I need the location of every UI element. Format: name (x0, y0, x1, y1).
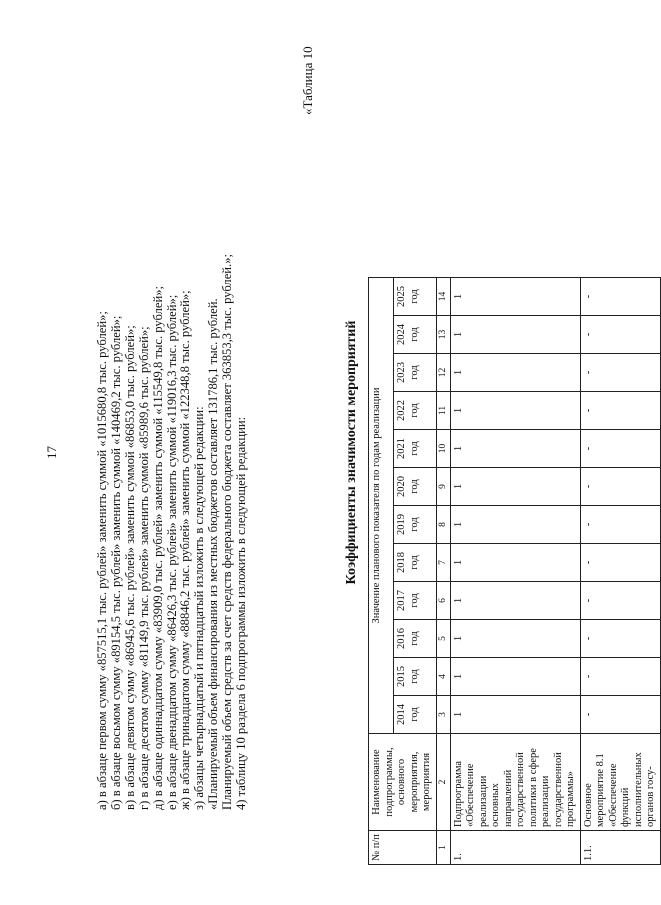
table-row (580, 278, 660, 865)
header-year: 2015 год (394, 658, 436, 696)
index-cell: 10 (436, 430, 450, 468)
index-cell: 2 (436, 734, 450, 831)
row-value: - (580, 468, 660, 506)
table-number-label: «Таблица 10 (300, 46, 315, 115)
row-value: - (580, 430, 660, 468)
row-value: - (580, 582, 660, 620)
row-value: - (580, 278, 660, 316)
index-cell: 14 (436, 278, 450, 316)
significance-table (368, 277, 661, 865)
row-value: 1 (450, 316, 580, 354)
header-year: 2016 год (394, 620, 436, 658)
index-cell: 1 (436, 831, 450, 865)
header-year: 2020 год (394, 468, 436, 506)
index-cell: 6 (436, 582, 450, 620)
page-number: 17 (44, 446, 59, 459)
text-line: «Планируемый объем финансирования из местных бюджетов составляет 131786,1 тыс. рублей. (206, 298, 221, 810)
index-cell: 5 (436, 620, 450, 658)
table-row (450, 278, 580, 865)
index-cell: 13 (436, 316, 450, 354)
header-year: 2017 год (394, 582, 436, 620)
text-line: д) в абзаце одиннадцатом сумму «83909,0 тыс. рублей» заменить суммой «115549,8 тыс. рублей»; (150, 285, 165, 810)
header-year: 2019 год (394, 506, 436, 544)
header-year: 2018 год (394, 544, 436, 582)
row-value: 1 (450, 582, 580, 620)
row-value: - (580, 620, 660, 658)
row-value: 1 (450, 658, 580, 696)
index-cell: 9 (436, 468, 450, 506)
table-title: Коэффициенты значимости мероприятий (344, 320, 359, 585)
index-cell: 7 (436, 544, 450, 582)
text-line: Планируемый объем средств за счет средств федерального бюджета составляет 363853,3 тыс. рублей.»; (220, 254, 235, 810)
row-value: - (580, 354, 660, 392)
header-num: № п/п (369, 831, 437, 865)
index-cell: 11 (436, 392, 450, 430)
row-value: 1 (450, 544, 580, 582)
row-value: - (580, 506, 660, 544)
row-value: 1 (450, 506, 580, 544)
text-line: б) в абзаце восьмом сумму «89154,5 тыс. рублей» заменить суммой «140469,2 тыс. рублей»; (108, 315, 123, 810)
row-value: - (580, 544, 660, 582)
header-group: Значение планового показателя по годам реализации (369, 278, 394, 734)
amendment-text (96, 40, 249, 810)
row-value: 1 (450, 392, 580, 430)
index-cell: 12 (436, 354, 450, 392)
index-cell: 4 (436, 658, 450, 696)
header-year: 2021 год (394, 430, 436, 468)
text-line: а) в абзаце первом сумму «857515,1 тыс. рублей» заменить суммой «1015680,8 тыс. рублей»; (95, 311, 109, 810)
row-name: Подпрограмма «Обеспечение реализации основных направлений государственной политики в сфере реализации государственной программы» (450, 734, 580, 831)
row-value: 1 (450, 696, 580, 734)
header-year: 2025 год (394, 278, 436, 316)
header-name: Наименование подпрограммы, основного мероприятия, мероприятия (369, 734, 437, 831)
row-value: 1 (450, 620, 580, 658)
row-value: - (580, 696, 660, 734)
text-line: г) в абзаце десятом сумму «81149,9 тыс. рублей» заменить суммой «85989,6 тыс. рублей»; (136, 326, 151, 810)
row-value: 1 (450, 430, 580, 468)
text-line: е) в абзаце двенадцатом сумму «86426,3 тыс. рублей» заменить суммой «119016,3 тыс. рублей»; (164, 294, 179, 810)
text-line: в) в абзаце девятом сумму «86945,6 тыс. рублей» заменить суммой «86853,0 тыс. рублей»; (122, 325, 137, 810)
text-line: з) абзацы четырнадцатый и пятнадцатый изложить в следующей редакции: (192, 406, 207, 810)
header-year: 2022 год (394, 392, 436, 430)
header-year: 2014 год (394, 696, 436, 734)
row-value: 1 (450, 354, 580, 392)
row-value: - (580, 316, 660, 354)
row-name: Основное мероприятие 8.1 «Обеспечение функций исполнительных органов госу- (580, 734, 660, 831)
index-cell: 8 (436, 506, 450, 544)
row-value: 1 (450, 468, 580, 506)
row-value: 1 (450, 278, 580, 316)
row-num: 1.1. (580, 831, 660, 865)
row-num: 1. (450, 831, 580, 865)
text-line: 4) таблицу 10 раздела 6 подпрограммы изложить в следующей редакции: (234, 416, 249, 810)
index-cell: 3 (436, 696, 450, 734)
header-year: 2024 год (394, 316, 436, 354)
header-year: 2023 год (394, 354, 436, 392)
row-value: - (580, 392, 660, 430)
row-value: - (580, 658, 660, 696)
text-line: ж) в абзаце тринадцатом сумму «88846,2 тыс. рублей» заменить суммой «122348,8 тыс. рублей»; (178, 290, 193, 810)
